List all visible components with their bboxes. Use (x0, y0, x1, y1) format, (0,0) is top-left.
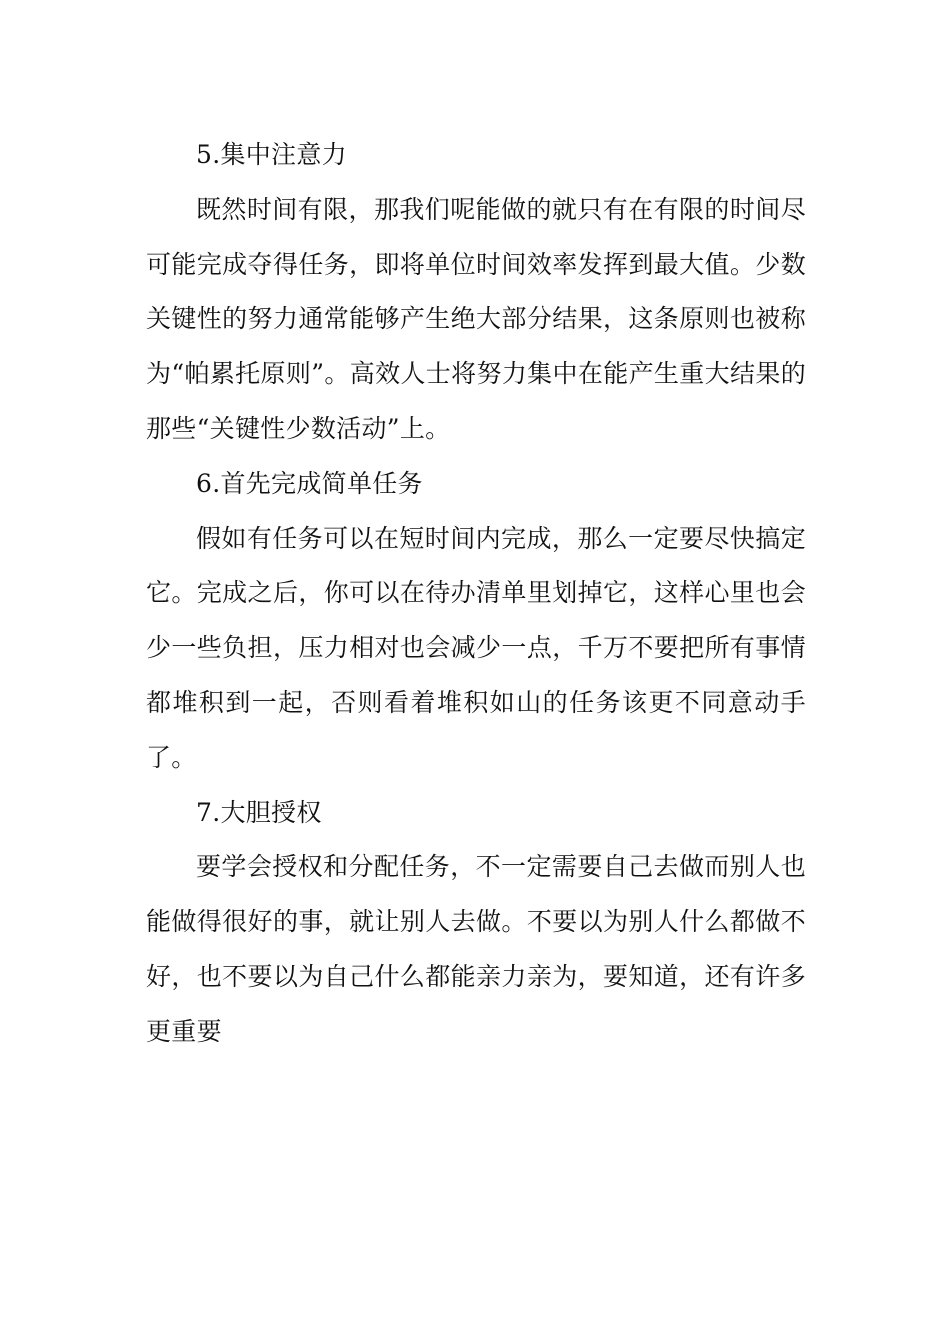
section-paragraph-6: 假如有任务可以在短时间内完成，那么一定要尽快搞定它。完成之后，你可以在待办清单里划掉它，这样心里也会少一些负担，压力相对也会减少一点，千万不要把所有事情都堆积到一起，否则看着堆积如山的任务该更不同意动手了。 (146, 523, 806, 772)
section-heading-6: 6.首先完成简单任务 (196, 468, 423, 498)
section-heading-5: 5.集中注意力 (196, 140, 347, 169)
document-body (146, 128, 806, 1060)
section-paragraph-7: 要学会授权和分配任务，不一定需要自己去做而别人也能做得很好的事，就让别人去做。不要以为别人什么都做不好，也不要以为自己什么都能亲力亲为，要知道，还有许多更重要 (146, 852, 806, 1046)
section-heading-7: 7.大胆授权 (196, 797, 322, 827)
section-paragraph-5: 既然时间有限，那我们呢能做的就只有在有限的时间尽可能完成夺得任务，即将单位时间效率发挥到最大值。少数关键性的努力通常能够产生绝大部分结果，这条原则也被称为“帕累托原则”。高效人士将努力集中在能产生重大结果的那些“关键性少数活动”上。 (146, 194, 806, 443)
